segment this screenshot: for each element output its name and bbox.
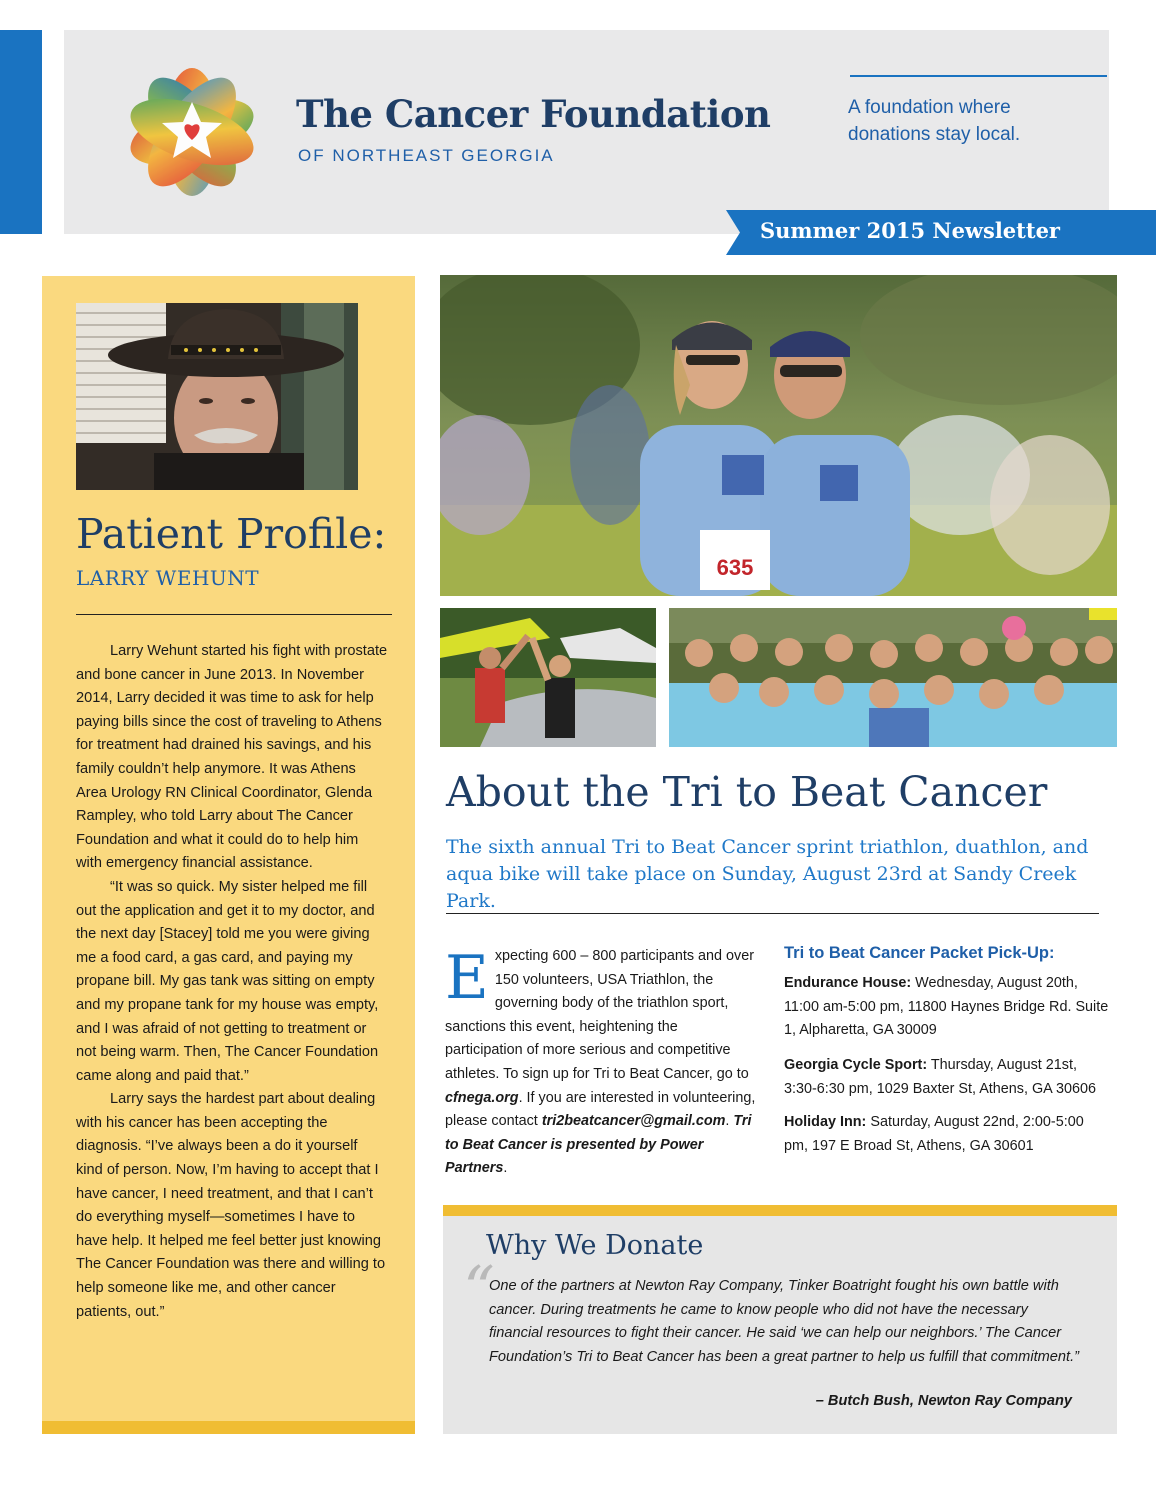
drop-cap: E xyxy=(445,943,489,1013)
packet-pickup-heading: Tri to Beat Cancer Packet Pick-Up: xyxy=(784,944,1055,962)
foundation-logo-icon xyxy=(112,46,272,216)
tagline: A foundation where donations stay local. xyxy=(848,97,1021,145)
profile-body xyxy=(76,640,388,1324)
sponsor-note: Tri to Beat Cancer is presented by Power Partners xyxy=(445,1113,752,1177)
bib-number: 635 xyxy=(716,555,754,580)
pickup-place: Endurance House: xyxy=(784,975,912,991)
donor-quote: One of the partners at Newton Ray Company, Tinker Boatright fought his own battle with cancer. During treatments he came to know people who did not have the necessary financial resources to fight their cancer. He said ‘we can help our neighbors.’ The Cancer Foundation’s Tri to Beat Cancer has been a great partner to help us fulfill that commitment.” xyxy=(489,1278,1079,1365)
tri-body-text: . xyxy=(503,1160,508,1177)
tri-article-heading: About the Tri to Beat Cancer xyxy=(446,768,1048,816)
high-five-photo xyxy=(440,608,656,747)
pickup-place: Holiday Inn: xyxy=(784,1114,867,1130)
pickup-location xyxy=(784,972,1109,1043)
tri-article-divider xyxy=(446,913,1099,914)
team-group-photo xyxy=(669,608,1117,747)
pickup-location xyxy=(784,1111,1109,1158)
issue-label: Summer 2015 Newsletter xyxy=(760,218,1060,243)
tri-body-text: . xyxy=(725,1113,734,1130)
tri-article-body xyxy=(445,945,757,1181)
triathlon-finishers-photo xyxy=(440,275,1117,596)
site-link[interactable]: cfnega.org xyxy=(445,1089,519,1106)
pickup-location xyxy=(784,1054,1109,1101)
pickup-details: Thursday, August 21st, 3:30-6:30 pm, 1029 Baxter St, Athens, GA 30606 xyxy=(784,1057,1097,1097)
quote-attribution: – Butch Bush, Newton Ray Company xyxy=(815,1393,1072,1409)
quote-mark-icon: “ xyxy=(463,1252,495,1325)
profile-paragraph: Larry Wehunt started his fight with prostate and bone cancer in June 2013. In November 2014, Larry decided it was time to ask for help paying bills since the cost of traveling to Athens for treatment had drained his savings, and his family couldn’t help anymore. It was Athens Area Urology RN Clinical Coordinator, Glenda Rampley, who told Larry about The Cancer Foundation and what it could do to help him with emergency financial assistance. xyxy=(76,643,388,872)
profile-name: LARRY WEHUNT xyxy=(76,566,260,590)
tri-article-intro: The sixth annual Tri to Beat Cancer sprint triathlon, duathlon, and aqua bike will take place on Sunday, August 23rd at Sandy Creek Park. xyxy=(446,836,1089,912)
tri-body-text: xpecting 600 – 800 participants and over 150 volunteers, USA Triathlon, the governing body of the triathlon sport, sanctions this event, heightening the participation of more serious and competitive athletes. To sign up for Tri to Beat Cancer, go to xyxy=(445,948,755,1082)
tri-body-text: . If you are interested in volunteering, please contact xyxy=(445,1089,756,1130)
pickup-details: Wednesday, August 20th, 11:00 am-5:00 pm, 11800 Haynes Bridge Rd. Suite 1, Alpharetta, GA 30009 xyxy=(784,975,1109,1039)
profile-heading: Patient Profile: xyxy=(76,510,387,558)
email-link[interactable]: tri2beatcancer@gmail.com xyxy=(541,1113,726,1130)
larry-wehunt-photo xyxy=(76,303,358,490)
org-subtitle: OF NORTHEAST GEORGIA xyxy=(298,146,555,165)
left-accent-bar xyxy=(0,30,42,234)
profile-paragraph: Larry says the hardest part about dealing with his cancer has been accepting the diagnosis. “I’ve always been a do it yourself kind of person. Now, I’m having to accept that I have cancer, I need treatment, and that I can’t do everything myself—sometimes I have to have help. It helped me feel better just knowing The Cancer Foundation was there and willing to help someone like me, and other cancer patients, out.” xyxy=(76,1091,386,1320)
profile-divider xyxy=(76,614,392,615)
why-donate-heading: Why We Donate xyxy=(486,1230,704,1261)
org-name: The Cancer Foundation xyxy=(296,92,771,136)
tagline-rule xyxy=(850,75,1107,77)
pickup-place: Georgia Cycle Sport: xyxy=(784,1057,928,1073)
pickup-details: Saturday, August 22nd, 2:00-5:00 pm, 197 E Broad St, Athens, GA 30601 xyxy=(784,1114,1084,1154)
why-donate-top-bar xyxy=(443,1205,1117,1216)
profile-paragraph: “It was so quick. My sister helped me fill out the application and get it to my doctor, and the next day [Stacey] told me you were giving me a food card, a gas card, and paying my propane bill. My gas tank was sitting on empty and my propane tank for my house was empty, and I was afraid of not getting to treatment or not being warm. Then, The Cancer Foundation came along and paid that.” xyxy=(76,878,379,1084)
sidebar-bottom-bar xyxy=(42,1421,415,1434)
